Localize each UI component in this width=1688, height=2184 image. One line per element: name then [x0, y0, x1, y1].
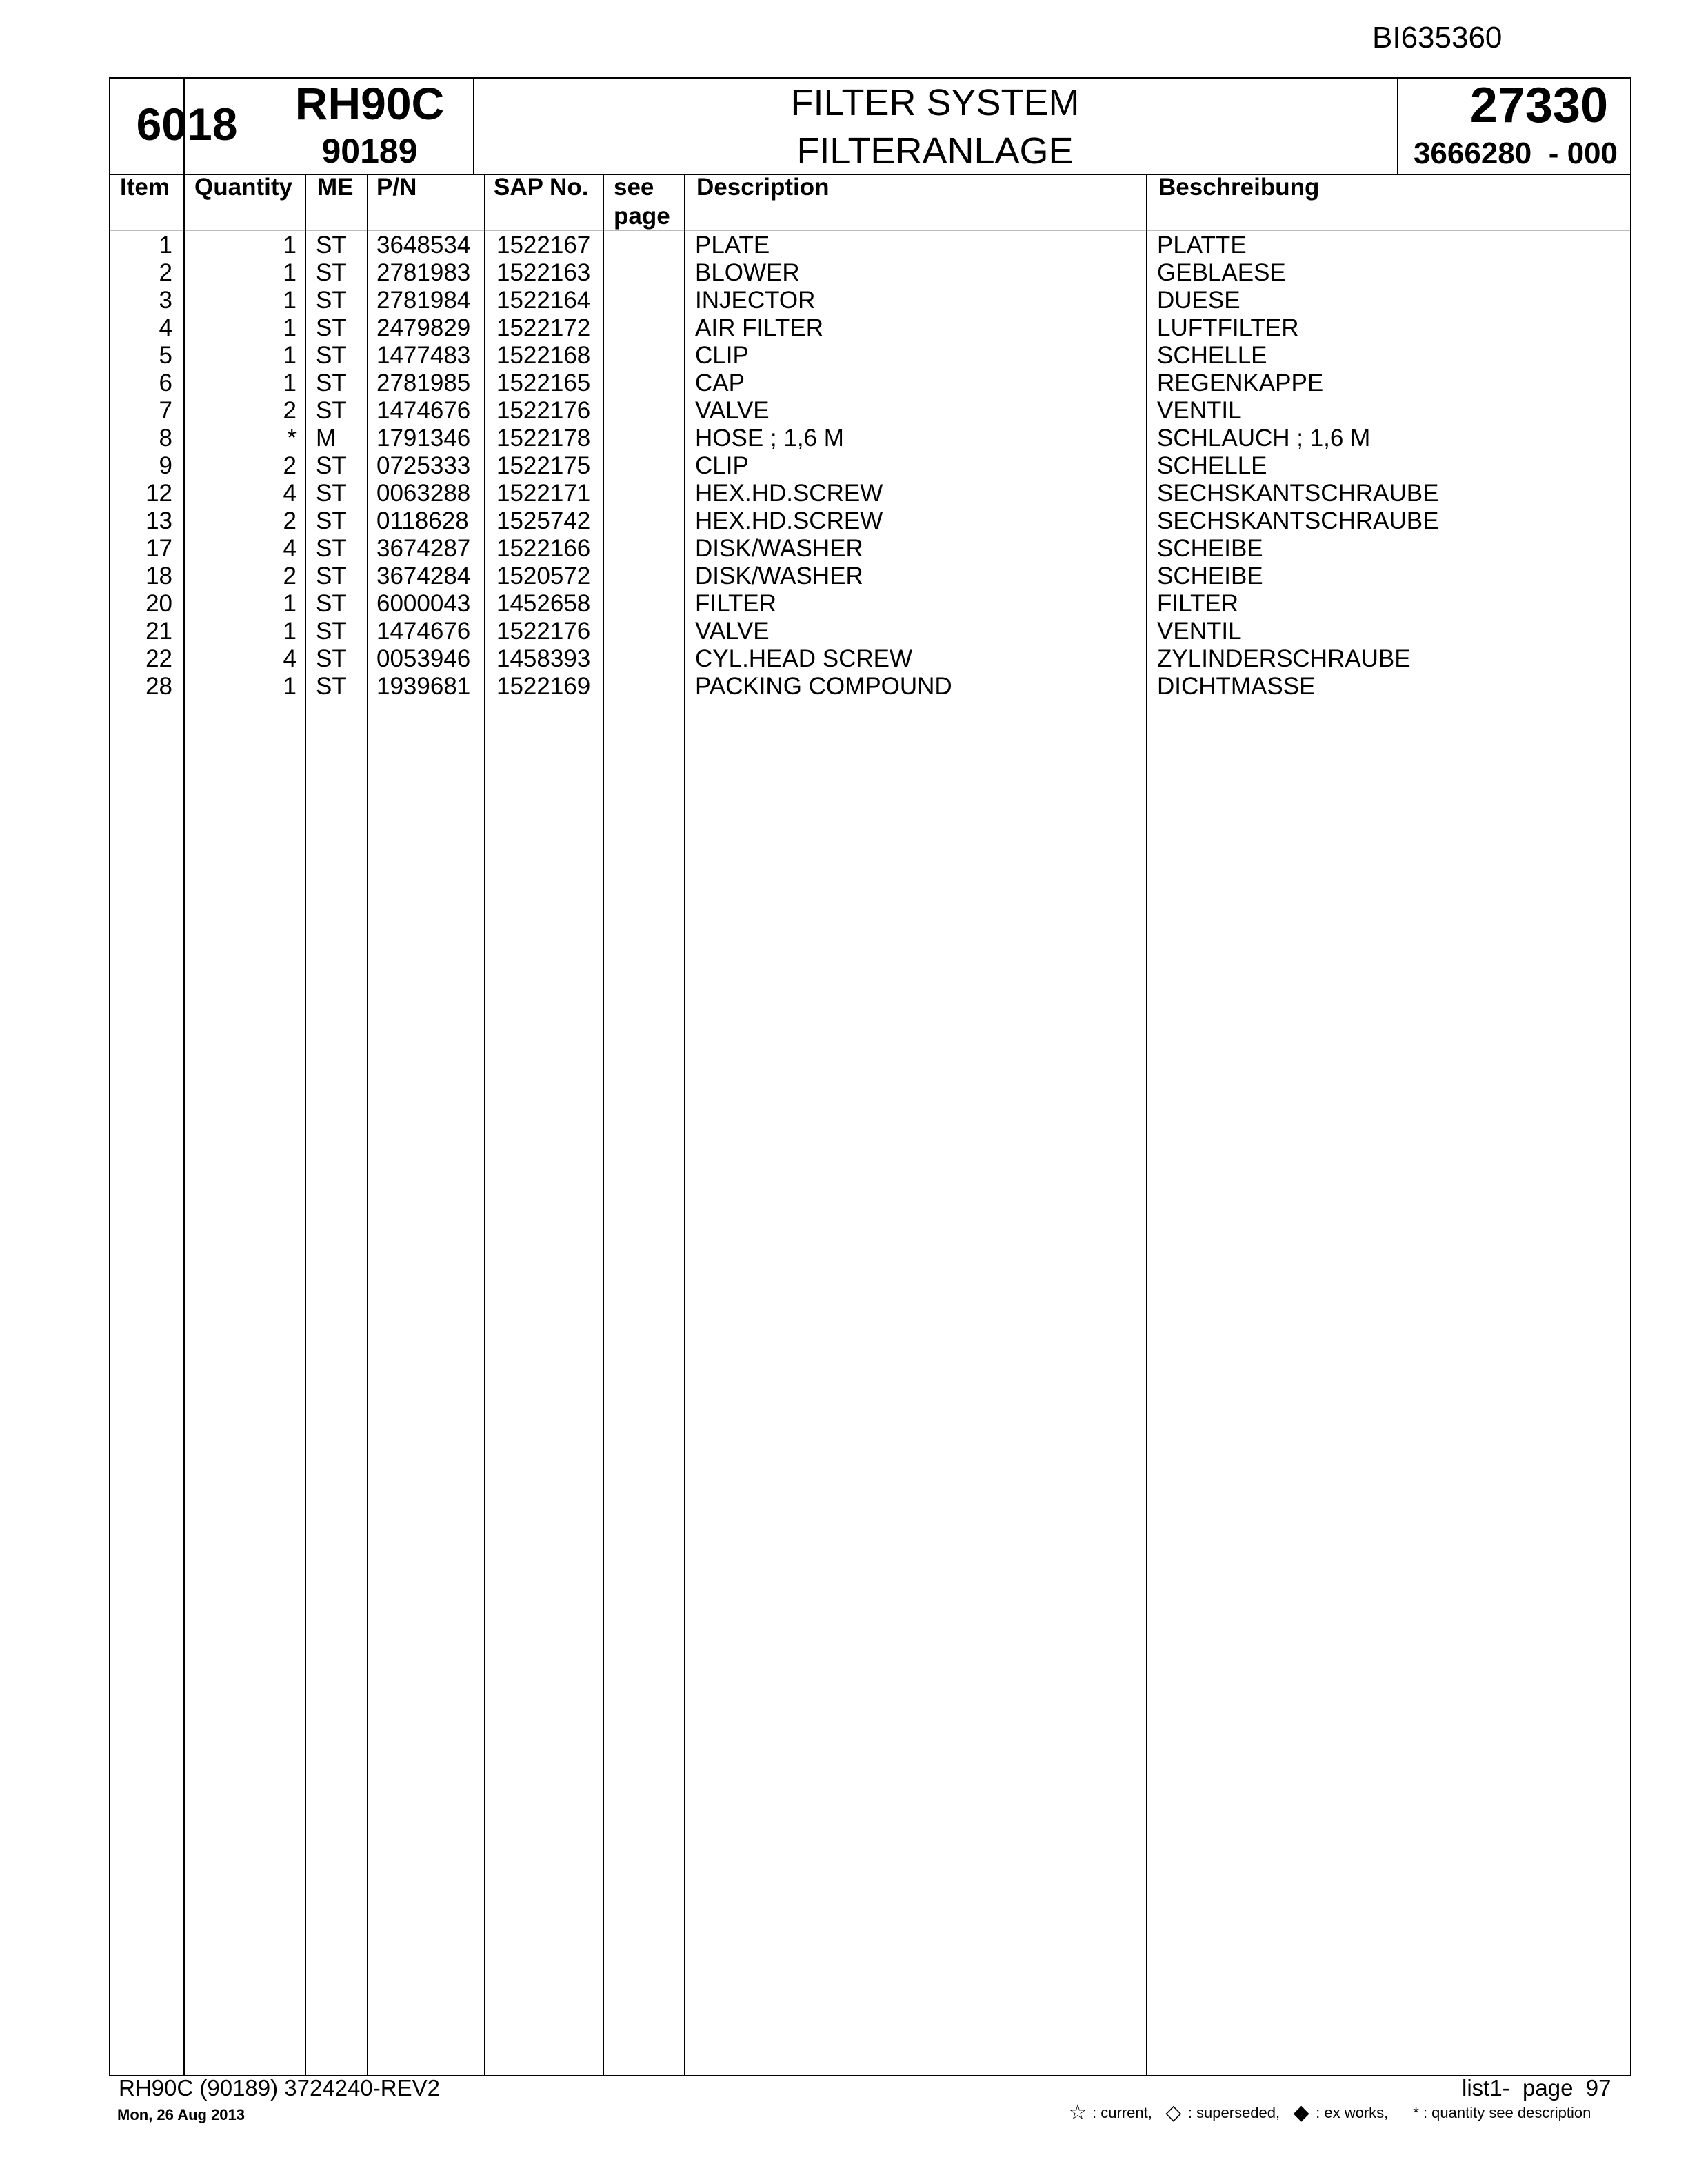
cell-besch: REGENKAPPE: [1157, 370, 1324, 396]
cell-desc: BLOWER: [695, 259, 800, 286]
table-row: [0, 645, 1688, 673]
footer-page-number: list1- page 97: [1462, 2075, 1611, 2101]
cell-me: ST: [316, 314, 347, 341]
cell-sap: 1522167: [496, 232, 591, 259]
col-pn: P/N: [376, 174, 417, 201]
cell-item: 17: [145, 535, 172, 562]
cell-qty: 2: [283, 452, 297, 479]
cell-desc: CYL.HEAD SCREW: [695, 645, 913, 672]
cell-pn: 1791346: [376, 425, 471, 452]
cell-qty: 4: [283, 480, 297, 507]
cell-pn: 2781985: [376, 370, 471, 396]
table-row: [0, 480, 1688, 507]
cell-item: 18: [145, 563, 172, 589]
cell-qty: 1: [283, 618, 297, 645]
cell-me: ST: [316, 535, 347, 562]
cell-item: 4: [159, 314, 172, 341]
cell-besch: SCHELLE: [1157, 342, 1267, 369]
serial-number: 90189: [321, 132, 418, 170]
cell-sap: 1522175: [496, 452, 591, 479]
cell-item: 22: [145, 645, 172, 672]
cell-me: ST: [316, 232, 347, 259]
col-me: ME: [317, 174, 354, 201]
cell-qty: 1: [283, 370, 297, 396]
table-row: [0, 314, 1688, 342]
col-item: Item: [120, 174, 170, 201]
cell-item: 8: [159, 425, 172, 452]
cell-item: 12: [145, 480, 172, 507]
table-row: [0, 590, 1688, 618]
cell-pn: 6000043: [376, 590, 471, 617]
cell-pn: 2781983: [376, 259, 471, 286]
cell-qty: 1: [283, 232, 297, 259]
drawing-number: 27330: [1469, 78, 1608, 133]
cell-qty: 1: [283, 259, 297, 286]
table-row: [0, 232, 1688, 259]
cell-besch: DUESE: [1157, 287, 1240, 314]
cell-qty: 2: [283, 563, 297, 589]
cell-sap: 1522178: [496, 425, 591, 452]
cell-me: ST: [316, 452, 347, 479]
title-english: FILTER SYSTEM: [790, 82, 1080, 123]
cell-qty: 1: [283, 590, 297, 617]
table-row: [0, 259, 1688, 287]
cell-desc: HOSE ; 1,6 M: [695, 425, 844, 452]
cell-pn: 1474676: [376, 618, 471, 645]
cell-pn: 0053946: [376, 645, 471, 672]
document-id: BI635360: [1372, 21, 1503, 54]
legend-quantity: * : quantity see description: [1413, 2104, 1591, 2121]
cell-sap: 1522166: [496, 535, 591, 562]
cell-besch: SCHEIBE: [1157, 563, 1263, 589]
cell-qty: 4: [283, 645, 297, 672]
col-quantity: Quantity: [194, 174, 292, 201]
legend-current: : current,: [1092, 2104, 1152, 2121]
cell-me: ST: [316, 370, 347, 396]
cell-besch: FILTER: [1157, 590, 1238, 617]
cell-sap: 1525742: [496, 507, 591, 534]
cell-desc: PLATE: [695, 232, 770, 259]
table-row: [0, 370, 1688, 397]
legend-exworks: : ex works,: [1316, 2104, 1389, 2121]
cell-me: ST: [316, 397, 347, 424]
col-sap: SAP No.: [494, 174, 589, 201]
cell-pn: 3674284: [376, 563, 471, 589]
cell-pn: 0725333: [376, 452, 471, 479]
cell-besch: DICHTMASSE: [1157, 673, 1316, 700]
cell-desc: PACKING COMPOUND: [695, 673, 952, 700]
cell-pn: 3674287: [376, 535, 471, 562]
cell-item: 3: [159, 287, 172, 314]
model-name: RH90C: [294, 78, 445, 129]
diamond-outline-icon: ◇: [1165, 2101, 1182, 2124]
cell-sap: 1522172: [496, 314, 591, 341]
cell-pn: 0118628: [376, 507, 469, 534]
cell-me: ST: [316, 342, 347, 369]
cell-besch: SECHSKANTSCHRAUBE: [1157, 507, 1439, 534]
cell-sap: 1522164: [496, 287, 591, 314]
cell-sap: 1522165: [496, 370, 591, 396]
table-row: [0, 397, 1688, 425]
col-see-page-2: page: [614, 203, 670, 230]
cell-desc: CLIP: [695, 342, 749, 369]
cell-qty: 1: [283, 342, 297, 369]
cell-desc: VALVE: [695, 397, 770, 424]
cell-desc: CLIP: [695, 452, 749, 479]
cell-me: ST: [316, 480, 347, 507]
table-row: [0, 452, 1688, 480]
cell-item: 6: [159, 370, 172, 396]
cell-qty: 1: [283, 287, 297, 314]
table-row: [0, 673, 1688, 700]
cell-item: 2: [159, 259, 172, 286]
column-header-rule: [110, 230, 1630, 231]
cell-sap: 1522176: [496, 397, 591, 424]
cell-me: ST: [316, 673, 347, 700]
cell-sap: 1522168: [496, 342, 591, 369]
cell-qty: *: [287, 425, 297, 452]
footer-legend: [1067, 2103, 1591, 2123]
cell-item: 5: [159, 342, 172, 369]
cell-me: ST: [316, 563, 347, 589]
cell-pn: 3648534: [376, 232, 471, 259]
cell-besch: ZYLINDERSCHRAUBE: [1157, 645, 1411, 672]
cell-qty: 1: [283, 673, 297, 700]
cell-qty: 1: [283, 314, 297, 341]
legend-superseded: : superseded,: [1187, 2104, 1280, 2121]
cell-desc: INJECTOR: [695, 287, 816, 314]
cell-besch: VENTIL: [1157, 397, 1242, 424]
cell-item: 9: [159, 452, 172, 479]
cell-item: 20: [145, 590, 172, 617]
cell-besch: SCHLAUCH ; 1,6 M: [1157, 425, 1371, 452]
cell-item: 21: [145, 618, 172, 645]
cell-sap: 1520572: [496, 563, 591, 589]
cell-me: ST: [316, 507, 347, 534]
cell-desc: FILTER: [695, 590, 776, 617]
cell-sap: 1522169: [496, 673, 591, 700]
table-row: [0, 563, 1688, 590]
cell-pn: 1939681: [376, 673, 471, 700]
reference-number: 3666280 - 000: [1413, 136, 1618, 170]
cell-besch: SECHSKANTSCHRAUBE: [1157, 480, 1439, 507]
diamond-filled-icon: ◆: [1293, 2101, 1309, 2124]
cell-sap: 1458393: [496, 645, 591, 672]
cell-besch: GEBLAESE: [1157, 259, 1286, 286]
cell-desc: DISK/WASHER: [695, 535, 863, 562]
cell-sap: 1452658: [496, 590, 591, 617]
cell-desc: HEX.HD.SCREW: [695, 507, 883, 534]
cell-desc: HEX.HD.SCREW: [695, 480, 883, 507]
cell-pn: 2479829: [376, 314, 471, 341]
cell-sap: 1522171: [496, 480, 591, 507]
cell-item: 28: [145, 673, 172, 700]
cell-desc: CAP: [695, 370, 745, 396]
group-number: 6018: [136, 99, 238, 150]
cell-qty: 4: [283, 535, 297, 562]
cell-item: 7: [159, 397, 172, 424]
star-outline-icon: ☆: [1068, 2101, 1087, 2124]
cell-desc: DISK/WASHER: [695, 563, 863, 589]
cell-besch: SCHELLE: [1157, 452, 1267, 479]
col-see-page: see: [614, 174, 654, 201]
cell-me: ST: [316, 590, 347, 617]
cell-qty: 2: [283, 397, 297, 424]
table-row: [0, 342, 1688, 370]
table-row: [0, 287, 1688, 314]
cell-me: ST: [316, 618, 347, 645]
footer-date: Mon, 26 Aug 2013: [117, 2106, 245, 2123]
cell-item: 1: [159, 232, 172, 259]
footer-document-ref: RH90C (90189) 3724240-REV2: [119, 2075, 440, 2101]
cell-qty: 2: [283, 507, 297, 534]
cell-sap: 1522176: [496, 618, 591, 645]
cell-me: M: [316, 425, 336, 452]
cell-pn: 2781984: [376, 287, 471, 314]
cell-besch: VENTIL: [1157, 618, 1242, 645]
title-german: FILTERANLAGE: [796, 130, 1074, 172]
cell-pn: 1477483: [376, 342, 471, 369]
col-description: Description: [696, 174, 830, 201]
col-beschreibung: Beschreibung: [1158, 174, 1320, 201]
cell-me: ST: [316, 259, 347, 286]
cell-pn: 0063288: [376, 480, 471, 507]
cell-besch: PLATTE: [1157, 232, 1247, 259]
cell-desc: AIR FILTER: [695, 314, 824, 341]
cell-sap: 1522163: [496, 259, 591, 286]
table-row: [0, 425, 1688, 452]
cell-pn: 1474676: [376, 397, 471, 424]
table-row: [0, 618, 1688, 645]
cell-desc: VALVE: [695, 618, 770, 645]
cell-besch: SCHEIBE: [1157, 535, 1263, 562]
table-row: [0, 507, 1688, 535]
cell-me: ST: [316, 287, 347, 314]
cell-item: 13: [145, 507, 172, 534]
table-row: [0, 535, 1688, 563]
cell-me: ST: [316, 645, 347, 672]
cell-besch: LUFTFILTER: [1157, 314, 1299, 341]
